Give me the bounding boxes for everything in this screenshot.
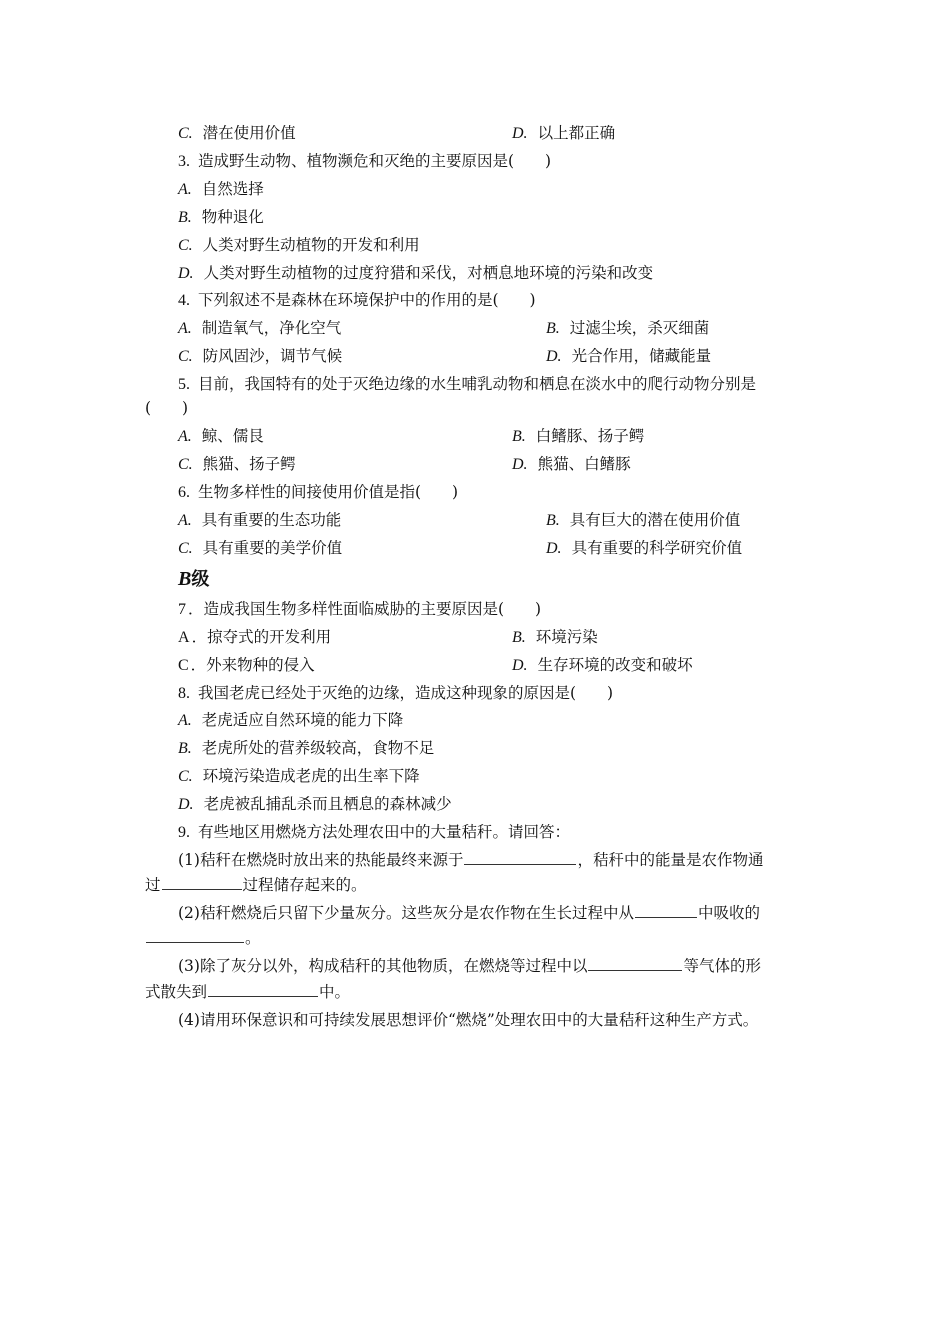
q2-options-row <box>0 121 950 145</box>
answer-blank[interactable] <box>588 954 682 971</box>
q9-part-3-line-2: 式散失到 中。 <box>0 980 950 1004</box>
q9-part-2-line-2: 。 <box>0 926 950 950</box>
q4-options-row-2 <box>0 344 950 368</box>
q3-option-d: D. 人类对野生动植物的过度狩猎和采伐，对栖息地环境的污染和改变 <box>178 264 654 282</box>
q4-stem: 4. 下列叙述不是森林在环境保护中的作用的是( ) <box>178 291 536 309</box>
q2-option-c: C. 潜在使用价值 <box>178 124 296 142</box>
q8-option-c: C. 环境污染造成老虎的出生率下降 <box>178 767 420 785</box>
q8-option-a: A. 老虎适应自然环境的能力下降 <box>178 711 404 729</box>
q4-option-c: C. 防风固沙，调节气候 <box>178 347 343 365</box>
q5-options-row-1 <box>0 424 950 448</box>
q9-part-4: (4)请用环保意识和可持续发展思想评价“燃烧”处理农田中的大量秸秆这种生产方式。 <box>178 1011 759 1029</box>
q7-option-d: D. 生存环境的改变和破坏 <box>512 656 693 674</box>
q4-option-b: B. 过滤尘埃，杀灭细菌 <box>546 319 710 337</box>
answer-blank[interactable] <box>208 980 318 997</box>
q5-option-c: C. 熊猫、扬子鳄 <box>178 455 296 473</box>
q5-stem-line-2: ( ) <box>145 399 189 417</box>
q6-stem: 6. 生物多样性的间接使用价值是指( ) <box>178 483 459 501</box>
q3-option-a: A. 自然选择 <box>178 180 264 198</box>
q5-options-row-2 <box>0 452 950 476</box>
q9-part-3-line-1: (3)除了灰分以外，构成秸秆的其他物质，在燃烧等过程中以 等气体的形 <box>0 954 950 978</box>
q5-stem-line-1: 5. 目前，我国特有的处于灭绝边缘的水生哺乳动物和栖息在淡水中的爬行动物分别是 <box>178 375 757 393</box>
q9-part-1-line-2: 过 过程储存起来的。 <box>0 873 950 897</box>
answer-blank[interactable] <box>146 926 244 943</box>
q6-option-b: B. 具有巨大的潜在使用价值 <box>546 511 741 529</box>
q4-options-row-1 <box>0 316 950 340</box>
q6-option-a: A. 具有重要的生态功能 <box>178 511 342 529</box>
q8-option-b: B. 老虎所处的营养级较高，食物不足 <box>178 739 435 757</box>
q3-option-c: C. 人类对野生动植物的开发和利用 <box>178 236 420 254</box>
q3-stem: 3. 造成野生动物、植物濒危和灭绝的主要原因是( ) <box>178 152 552 170</box>
q7-options-row-1 <box>0 625 950 649</box>
section-heading-b: B级 <box>178 568 210 590</box>
q7-option-c: C ．外来物种的侵入 <box>178 656 315 674</box>
q7-stem: 7 ．造成我国生物多样性面临威胁的主要原因是( ) <box>178 600 542 618</box>
q2-option-d: D. 以上都正确 <box>512 124 616 142</box>
q3-option-b: B. 物种退化 <box>178 208 264 226</box>
answer-blank[interactable] <box>635 901 697 918</box>
answer-blank[interactable] <box>162 873 242 890</box>
q6-options-row-2 <box>0 536 950 560</box>
q5-option-a: A. 鲸、儒艮 <box>178 427 264 445</box>
q9-part-2-line-1: (2)秸秆燃烧后只留下少量灰分。这些灰分是农作物在生长过程中从 中吸收的 <box>0 901 950 925</box>
q6-options-row-1 <box>0 508 950 532</box>
q4-option-d: D. 光合作用，储藏能量 <box>546 347 712 365</box>
q5-option-d: D. 熊猫、白鳍豚 <box>512 455 631 473</box>
q7-option-a: A ．掠夺式的开发利用 <box>178 628 332 646</box>
q6-option-d: D. 具有重要的科学研究价值 <box>546 539 743 557</box>
q8-stem: 8. 我国老虎已经处于灭绝的边缘，造成这种现象的原因是( ) <box>178 684 614 702</box>
q7-options-row-2 <box>0 653 950 677</box>
q7-option-b: B. 环境污染 <box>512 628 598 646</box>
answer-blank[interactable] <box>464 848 576 865</box>
q8-option-d: D. 老虎被乱捕乱杀而且栖息的森林减少 <box>178 795 452 813</box>
q9-part-1-line-1: (1)秸秆在燃烧时放出来的热能最终来源于 ，秸秆中的能量是农作物通 <box>0 848 950 872</box>
q6-option-c: C. 具有重要的美学价值 <box>178 539 343 557</box>
q9-stem: 9. 有些地区用燃烧方法处理农田中的大量秸秆。请回答： <box>178 823 571 841</box>
q4-option-a: A. 制造氧气，净化空气 <box>178 319 342 337</box>
q5-option-b: B. 白鳍豚、扬子鳄 <box>512 427 645 445</box>
